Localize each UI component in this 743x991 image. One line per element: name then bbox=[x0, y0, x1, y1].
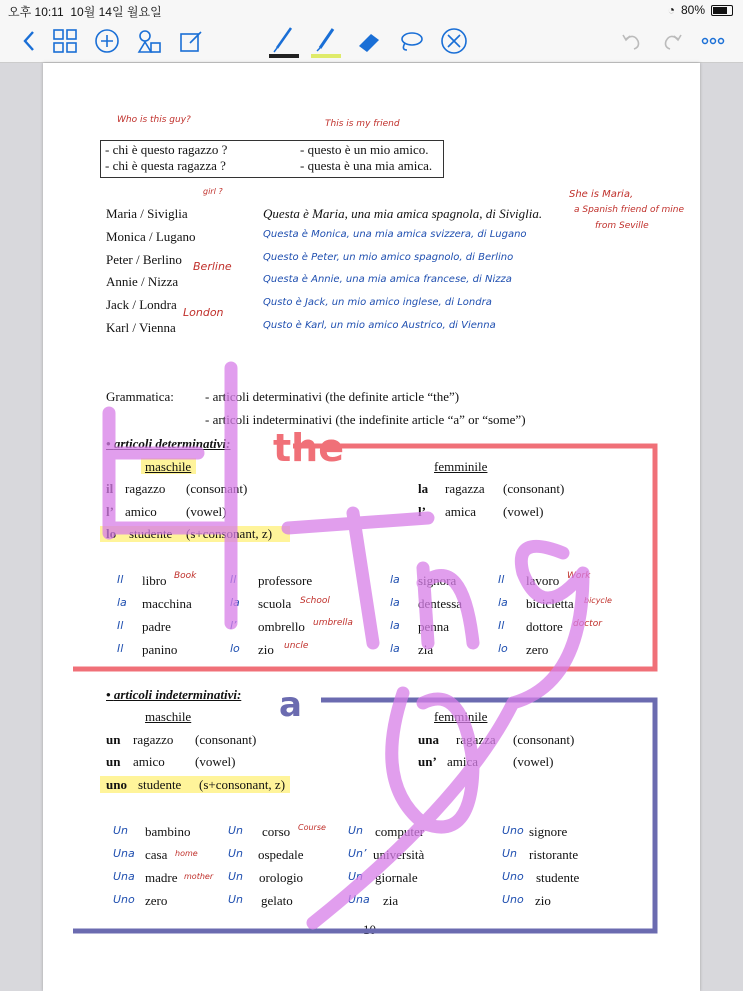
close-tool[interactable] bbox=[439, 26, 469, 56]
city-1: Maria / Siviglia bbox=[106, 206, 188, 221]
note-girl: girl ? bbox=[203, 187, 223, 196]
det-fill: la bbox=[117, 596, 127, 609]
indet-word: computer bbox=[375, 824, 425, 839]
det-fill: Il bbox=[117, 642, 124, 655]
note-seville: from Seville bbox=[595, 221, 649, 231]
det-m-art-2: l’ bbox=[106, 504, 114, 519]
sentence-4: Questa è Annie, una mia amica francese, di Nizza bbox=[263, 274, 512, 285]
indet-fill: Un bbox=[228, 870, 244, 883]
det-m-type-3: (s+consonant, z) bbox=[186, 526, 273, 541]
det-f-type-2: (vowel) bbox=[503, 504, 544, 519]
det-m-art-3: lo bbox=[106, 526, 117, 541]
more-button[interactable] bbox=[698, 26, 728, 56]
det-fill: Il bbox=[498, 573, 505, 586]
eng-bicycle: bicycle bbox=[584, 596, 612, 605]
indet-word: zio bbox=[535, 893, 551, 908]
eng-course: Course bbox=[298, 823, 326, 832]
indet-m-type-1: (consonant) bbox=[195, 732, 257, 747]
sentence-1: Questa è Maria, una mia amica spagnola, di Siviglia. bbox=[263, 206, 543, 221]
eng-umbrella: umbrella bbox=[313, 618, 353, 628]
indet-word: bambino bbox=[145, 824, 191, 839]
det-word: zia bbox=[418, 642, 434, 657]
eraser-tool[interactable] bbox=[354, 26, 384, 56]
wifi-icon: ◔ bbox=[667, 3, 675, 17]
indet-f-word-1: ragazza bbox=[456, 732, 496, 747]
answer-1: - questo è un mio amico. bbox=[300, 142, 429, 157]
indet-f-art-2: un’ bbox=[418, 754, 437, 769]
det-word: dentessa bbox=[418, 596, 463, 611]
indet-word: zia bbox=[383, 893, 399, 908]
undo-button[interactable] bbox=[618, 26, 644, 56]
indet-f-word-2: amica bbox=[447, 754, 479, 769]
a-note: a bbox=[279, 685, 302, 725]
city-5: Jack / Londra bbox=[106, 297, 177, 312]
det-f-art-2: l’ bbox=[418, 504, 426, 519]
det-fill: la bbox=[390, 573, 400, 586]
grammatica-2: - articoli indeterminativi (the indefinite article “a” or “some”) bbox=[205, 412, 526, 427]
edit-button[interactable] bbox=[176, 26, 206, 56]
det-m-word-1: ragazzo bbox=[125, 481, 166, 496]
det-m-art-1: il bbox=[106, 481, 114, 496]
the-note: the bbox=[273, 426, 344, 470]
det-maschile: maschile bbox=[145, 459, 192, 474]
det-word: dottore bbox=[526, 619, 563, 634]
indet-word: giornale bbox=[375, 870, 418, 885]
indet-fill: Un bbox=[228, 847, 244, 860]
det-word: scuola bbox=[258, 596, 292, 611]
sentence-3: Questo è Peter, un mio amico spagnolo, di Berlino bbox=[263, 252, 514, 263]
indet-fill: Un bbox=[348, 870, 364, 883]
det-f-word-1: ragazza bbox=[445, 481, 485, 496]
question-2: - chi è questa ragazza ? bbox=[105, 158, 226, 173]
sentence-2: Questa è Monica, una mia amica svizzera, di Lugano bbox=[263, 229, 527, 240]
grammatica-1: - articoli determinativi (the definite article “the”) bbox=[205, 389, 460, 404]
grammatica-label: Grammatica: bbox=[106, 389, 174, 404]
highlighter-icon bbox=[311, 24, 341, 58]
indet-maschile: maschile bbox=[145, 709, 192, 724]
indet-word: casa bbox=[145, 847, 168, 862]
indet-fill: Uno bbox=[502, 870, 524, 883]
lasso-tool[interactable] bbox=[396, 26, 426, 56]
undo-icon bbox=[620, 31, 642, 51]
det-m-type-2: (vowel) bbox=[186, 504, 227, 519]
city-3: Peter / Berlino bbox=[106, 252, 182, 267]
det-fill: la bbox=[230, 596, 240, 609]
indet-m-type-2: (vowel) bbox=[195, 754, 236, 769]
lasso-icon bbox=[397, 28, 425, 54]
indet-m-art-1: un bbox=[106, 732, 121, 747]
indet-fill: Un’ bbox=[348, 847, 367, 860]
pen-icon bbox=[269, 24, 299, 58]
sentence-5: Qusto è Jack, un mio amico inglese, di Londra bbox=[263, 297, 492, 308]
det-word: signora bbox=[418, 573, 457, 588]
indet-m-word-2: amico bbox=[133, 754, 165, 769]
det-fill: la bbox=[390, 642, 400, 655]
note-friend: This is my friend bbox=[325, 119, 400, 129]
det-fill: Il bbox=[117, 619, 124, 632]
det-fill: Il bbox=[117, 573, 124, 586]
det-f-word-2: amica bbox=[445, 504, 477, 519]
eng-uncle: uncle bbox=[284, 641, 309, 651]
indet-fill: Una bbox=[348, 893, 370, 906]
indet-m-type-3: (s+consonant, z) bbox=[199, 777, 286, 792]
grid-view-button[interactable] bbox=[50, 26, 80, 56]
det-fill: la bbox=[390, 596, 400, 609]
indet-word: corso bbox=[262, 824, 291, 839]
indet-fill: Una bbox=[113, 870, 135, 883]
indet-femminile: femminile bbox=[434, 709, 488, 724]
battery-percent: 80% bbox=[680, 3, 705, 17]
status-indicators bbox=[668, 3, 733, 17]
indet-f-art-1: una bbox=[418, 732, 439, 747]
eng-home: home bbox=[175, 849, 198, 858]
det-m-word-3: studente bbox=[129, 526, 173, 541]
det-m-type-1: (consonant) bbox=[186, 481, 248, 496]
det-word: padre bbox=[142, 619, 171, 634]
indet-heading: • articoli indeterminativi: bbox=[106, 687, 242, 702]
indet-f-type-1: (consonant) bbox=[513, 732, 575, 747]
plus-circle-icon bbox=[94, 28, 120, 54]
det-word: professore bbox=[258, 573, 313, 588]
det-fill: lo bbox=[230, 642, 240, 655]
det-word: macchina bbox=[142, 596, 192, 611]
det-word: bicicletta bbox=[526, 596, 574, 611]
note-she: She is Maria, bbox=[569, 189, 634, 200]
indet-m-word-3: studente bbox=[138, 777, 182, 792]
det-word: ombrello bbox=[258, 619, 305, 634]
indet-m-art-2: un bbox=[106, 754, 121, 769]
det-f-type-1: (consonant) bbox=[503, 481, 565, 496]
det-word: lavoro bbox=[526, 573, 560, 588]
berlin-note: Berline bbox=[193, 260, 232, 273]
indet-fill: Un bbox=[113, 824, 129, 837]
battery-icon bbox=[711, 5, 733, 16]
det-heading: • articoli determinativi: bbox=[106, 436, 231, 451]
back-button[interactable] bbox=[16, 26, 42, 56]
det-word: penna bbox=[418, 619, 450, 634]
indet-word: madre bbox=[145, 870, 178, 885]
edit-icon bbox=[178, 28, 204, 54]
indet-fill: Un bbox=[228, 824, 244, 837]
indet-word: ospedale bbox=[258, 847, 304, 862]
indet-fill: Un bbox=[228, 893, 244, 906]
sentence-6: Qusto è Karl, un mio amico Austrico, di Vienna bbox=[263, 320, 496, 331]
det-fill: l’ bbox=[230, 619, 237, 632]
det-word: libro bbox=[142, 573, 167, 588]
det-fill: Il bbox=[230, 573, 237, 586]
indet-fill: Uno bbox=[502, 824, 524, 837]
city-4: Annie / Nizza bbox=[106, 274, 179, 289]
det-fill: lo bbox=[498, 642, 508, 655]
det-word: panino bbox=[142, 642, 178, 657]
the-box-stroke bbox=[73, 446, 655, 669]
det-word: zio bbox=[258, 642, 274, 657]
det-fill: la bbox=[498, 596, 508, 609]
indet-word: studente bbox=[536, 870, 580, 885]
redo-button[interactable] bbox=[660, 26, 686, 56]
indet-word: ristorante bbox=[529, 847, 579, 862]
indet-fill: Uno bbox=[502, 893, 524, 906]
shapes-icon bbox=[136, 28, 162, 54]
pen-tool[interactable] bbox=[268, 26, 300, 56]
note-spanish: a Spanish friend of mine bbox=[574, 205, 685, 215]
question-1: - chi è questo ragazzo ? bbox=[105, 142, 228, 157]
notebook-page[interactable] bbox=[43, 63, 700, 991]
det-m-word-2: amico bbox=[125, 504, 157, 519]
city-2: Monica / Lugano bbox=[106, 229, 196, 244]
london-note: London bbox=[183, 306, 224, 319]
eng-doctor: doctor bbox=[573, 619, 602, 629]
answer-2: - questa è una mia amica. bbox=[300, 158, 433, 173]
det-f-art-1: la bbox=[418, 481, 429, 496]
indet-word: università bbox=[373, 847, 425, 862]
eng-school: School bbox=[300, 596, 330, 606]
det-femminile: femminile bbox=[434, 459, 488, 474]
eng-work: Work bbox=[567, 571, 591, 581]
chevron-left-icon bbox=[22, 30, 36, 52]
grid-icon bbox=[52, 28, 78, 54]
indet-fill: Un bbox=[348, 824, 364, 837]
eng-mother: mother bbox=[184, 872, 214, 881]
indet-m-art-3: uno bbox=[106, 777, 127, 792]
indet-m-word-1: ragazzo bbox=[133, 732, 174, 747]
note-who: Who is this guy? bbox=[117, 115, 191, 125]
status-time: 오후 10:11 10월 14일 월요일 bbox=[8, 5, 162, 19]
det-fill: la bbox=[390, 619, 400, 632]
shapes-button[interactable] bbox=[134, 26, 164, 56]
indet-fill: Una bbox=[113, 847, 135, 860]
indet-fill: Un bbox=[502, 847, 518, 860]
highlighter-tool[interactable] bbox=[310, 26, 342, 56]
det-fill: Il bbox=[498, 619, 505, 632]
eng-book: Book bbox=[174, 571, 197, 581]
indet-word: signore bbox=[529, 824, 568, 839]
add-page-button[interactable] bbox=[92, 26, 122, 56]
redo-icon bbox=[662, 31, 684, 51]
more-icon bbox=[701, 37, 725, 45]
indet-f-type-2: (vowel) bbox=[513, 754, 554, 769]
page-number: 10 bbox=[363, 922, 376, 937]
indet-word: zero bbox=[145, 893, 168, 908]
det-word: zero bbox=[526, 642, 549, 657]
status-bar bbox=[0, 0, 743, 20]
eraser-icon bbox=[355, 28, 383, 54]
indet-word: orologio bbox=[259, 870, 304, 885]
close-circle-icon bbox=[440, 27, 468, 55]
city-6: Karl / Vienna bbox=[106, 320, 176, 335]
indet-word: gelato bbox=[261, 893, 293, 908]
indet-fill: Uno bbox=[113, 893, 135, 906]
toolbar bbox=[0, 20, 743, 63]
